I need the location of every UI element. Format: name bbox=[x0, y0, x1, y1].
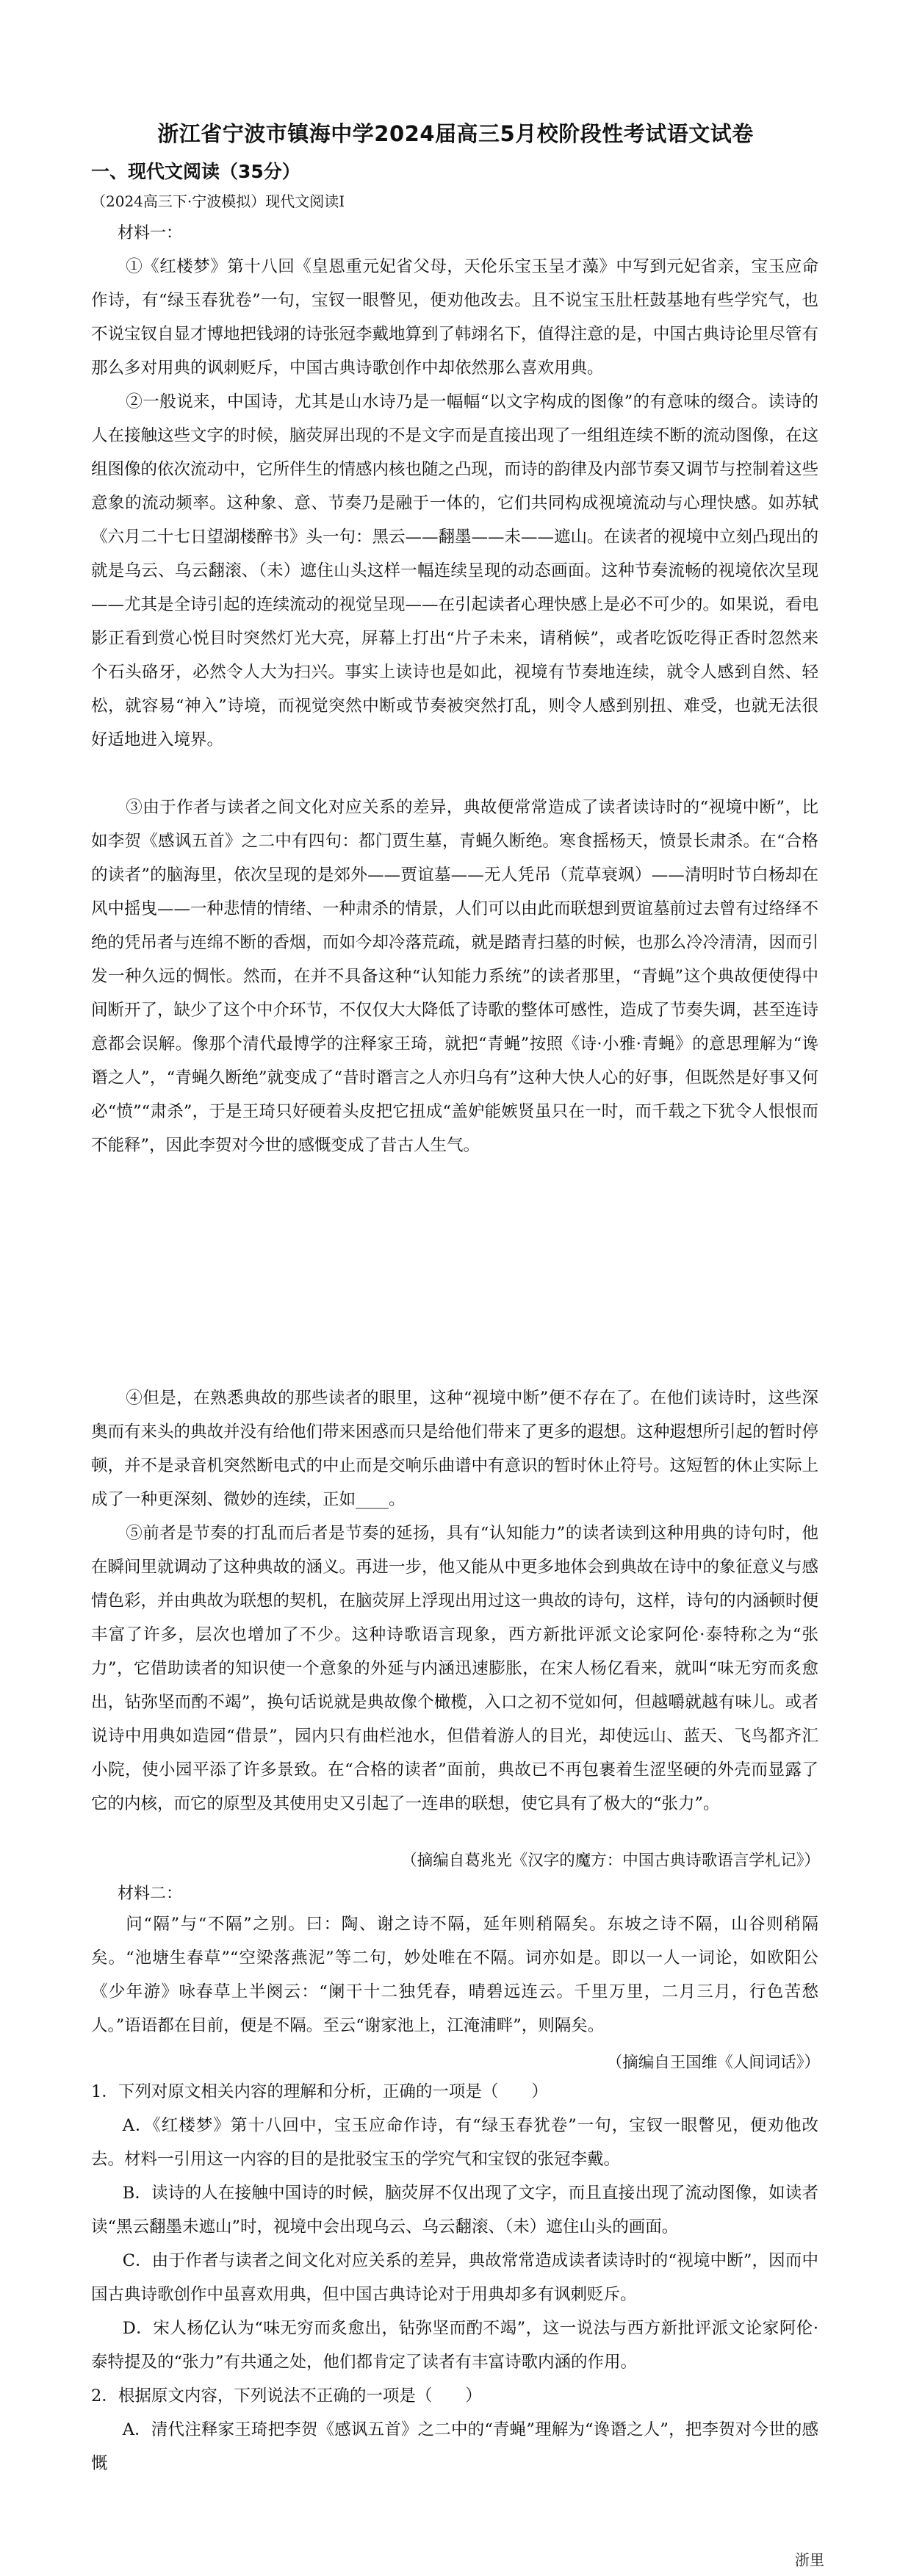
paragraph-3: ③由于作者与读者之间文化对应关系的差异，典故便常常造成了读者读诗时的“视境中断”，比如李贺《感讽五首》之二中有四句：都门贾生墓，青蝇久断绝。寒食摇杨天，愤景长肃杀。在“合格的读者”的脑海里，依次呈现的是郊外——贾谊墓——无人凭吊（荒草衰飒）——清明时节白杨却在风中摇曳——一种悲情的情绪、一种肃杀的情景，人们可以由此而联想到贾谊墓前过去曾有过络绎不绝的凭吊者与连绵不断的香烟，而如今却冷落荒疏，就是踏青扫墓的时候，也那么冷冷清清，因而引发一种久远的惆怅。然而，在并不具备这种“认知能力系统”的读者那里，“青蝇”这个典故便使得中间断开了，缺少了这个中介环节，不仅仅大大降低了诗歌的整体可感性，造成了节奏失调，甚至连诗意都会误解。像那个清代最博学的注释家王琦，就把“青蝇”按照《诗·小雅·青蝇》的意思理解为“谗谮之人”，“青蝇久断绝”就变成了“昔时谮言之人亦归乌有”这种大快人心的好事，但既然是好事又何必“愤”“肃杀”，于是王琦只好硬着头皮把它扭成“盖妒能嫉贤虽只在一时，而千载之下犹令人恨恨而不能释”，因此李贺对今世的感慨变成了昔古人生气。 bbox=[91, 798, 819, 1155]
paragraph-1: ①《红楼梦》第十八回《皇恩重元妃省父母，天伦乐宝玉呈才藻》中写到元妃省亲，宝玉应命作诗，有“绿玉春犹卷”一句，宝钗一眼瞥见，便劝他改去。且不说宝玉肚枉鼓基地有些学究气，也不说宝钗自显才博地把钱翊的诗张冠李戴地算到了韩翊名下，值得注意的是，中国古典诗论里尽管有那么多对用典的讽刺贬斥，中国古典诗歌创作中却依然那么喜欢用典。 bbox=[91, 257, 819, 378]
paragraph-4: ④但是，在熟悉典故的那些读者的眼里，这种“视境中断”便不存在了。在他们读诗时，这些深奥而有来头的典故并没有给他们带来困惑而只是给他们带来了更多的遐想。这种遐想所引起的暂时停顿，并不是录音机突然断电式的中止而是交响乐曲谱中有意识的暂时休止符号。这短暂的休止实际上成了一种更深刻、微妙的连续，正如____。 bbox=[91, 1389, 819, 1509]
question-1-option-d: D．宋人杨亿认为“味无穷而炙愈出，钻弥坚而酌不竭”，这一说法与西方新批评派文论家阿伦·泰特提及的“张力”有共通之处，他们都肯定了读者有丰富诗歌内涵的作用。 bbox=[91, 2319, 818, 2372]
credit-2: （摘编自王国维《人间词话》） bbox=[606, 2054, 820, 2072]
paragraph-5: ⑤前者是节奏的打乱而后者是节奏的延扬，具有“认知能力”的读者读到这种用典的诗句时，他在瞬间里就调动了这种典故的涵义。再进一步，他又能从中更多地体会到典故在诗中的象征意义与感情色彩，并由典故为联想的契机，在脑荧屏上浮现出用过这一典故的诗句，这样，诗句的内涵顿时便丰富了许多，层次也增加了不少。这种诗歌语言现象，西方新批评派文论家阿伦·泰特称之为“张力”，它借助读者的知识使一个意象的外延与内涵迅速膨胀，在宋人杨亿看来，就叫“味无穷而炙愈出，钻弥坚而酌不竭”，换句话说就是典故像个橄榄，入口之初不觉如何，但越嚼就越有味儿。或者说诗中用典如造园“借景”，园内只有曲栏池水，但借着游人的目光，却使远山、蓝天、飞鸟都齐汇小院，使小园平添了许多景致。在“合格的读者”面前，典故已不再包裹着生涩坚硬的外壳而显露了它的内核，而它的原型及其使用史又引起了一连串的联想，使它具有了极大的“张力”。 bbox=[91, 1524, 819, 1813]
paragraph-6: 问“隔”与“不隔”之别。曰：陶、谢之诗不隔，延年则稍隔矣。东坡之诗不隔，山谷则稍隔矣。“池塘生春草”“空梁落燕泥”等二句，妙处唯在不隔。词亦如是。即以一人一词论，如欧阳公《少年游》咏春草上半阕云：“阑干十二独凭春，晴碧远连云。千里万里，二月三月，行色苦愁人。”语语都在目前，便是不隔。至云“谢家池上，江淹浦畔”，则隔矣。 bbox=[91, 1915, 818, 2035]
source-note: （2024高三下·宁波模拟）现代文阅读I bbox=[91, 193, 345, 210]
credit-1: （摘编自葛兆光《汉字的魔方：中国古典诗歌语言学札记》） bbox=[401, 1852, 820, 1870]
question-1-option-a: A．《红楼梦》第十八回中，宝玉应命作诗，有“绿玉春犹卷”一句，宝钗一眼瞥见，便劝他改去。材料一引用这一内容的目的是批驳宝玉的学究气和宝钗的张冠李戴。 bbox=[91, 2116, 818, 2169]
question-1-option-c: C．由于作者与读者之间文化对应关系的差异，典故常常造成读者读诗时的“视境中断”，因而中国古典诗歌创作中虽喜欢用典，但中国古典诗论对于用典却多有讽刺贬斥。 bbox=[91, 2251, 818, 2304]
paragraph-2: ②一般说来，中国诗，尤其是山水诗乃是一幅幅“以文字构成的图像”的有意味的缀合。读诗的人在接触这些文字的时候，脑荧屏出现的不是文字而是直接出现了一组组连续不断的流动图像，在这组图像的依次流动中，它所伴生的情感内核也随之凸现，而诗的韵律及内部节奏又调节与控制着这些意象的流动频率。这种象、意、节奏乃是融于一体的，它们共同构成视境流动与心理快感。如苏轼《六月二十七日望湖楼醉书》头一句：黑云——翻墨——未——遮山。在读者的视境中立刻凸现出的就是乌云、乌云翻滚、（未）遮住山头这样一幅连续呈现的动态画面。这种节奏流畅的视境依次呈现——尤其是全诗引起的连续流动的视觉呈现——在引起读者心理快感上是必不可少的。如果说，看电影正看到赏心悦目时突然灯光大亮，屏幕上打出“片子未来，请稍候”，或者吃饭吃得正香时忽然来个石头硌牙，必然令人大为扫兴。事实上读诗也是如此，视境有节奏地连续，就令人感到自然、轻松，就容易“神入”诗境，而视觉突然中断或节奏被突然打乱，则令人感到别扭、难受，也就无法很好适地进入境界。 bbox=[91, 392, 819, 749]
question-1-stem: 1．下列对原文相关内容的理解和分析，正确的一项是（ ） bbox=[91, 2082, 548, 2101]
material-two-label: 材料二： bbox=[118, 1885, 183, 1903]
page-footer: 浙里 bbox=[795, 2551, 824, 2569]
section-heading: 一、现代文阅读（35分） bbox=[91, 161, 300, 182]
exam-title: 浙江省宁波市镇海中学2024届高三5月校阶段性考试语文试卷 bbox=[157, 121, 754, 146]
question-2-stem: 2．根据原文内容，下列说法不正确的一项是（ ） bbox=[91, 2386, 482, 2406]
material-one-label: 材料一： bbox=[118, 224, 183, 242]
question-2-option-a: A．清代注释家王琦把李贺《感讽五首》之二中的“青蝇”理解为“谗谮之人”，把李贺对今世的感慨 bbox=[91, 2420, 818, 2473]
question-1-option-b: B．读诗的人在接触中国诗的时候，脑荧屏不仅出现了文字，而且直接出现了流动图像，如读者读“黑云翻墨未遮山”时，视境中会出现乌云、乌云翻滚、（未）遮住山头的画面。 bbox=[91, 2184, 818, 2237]
